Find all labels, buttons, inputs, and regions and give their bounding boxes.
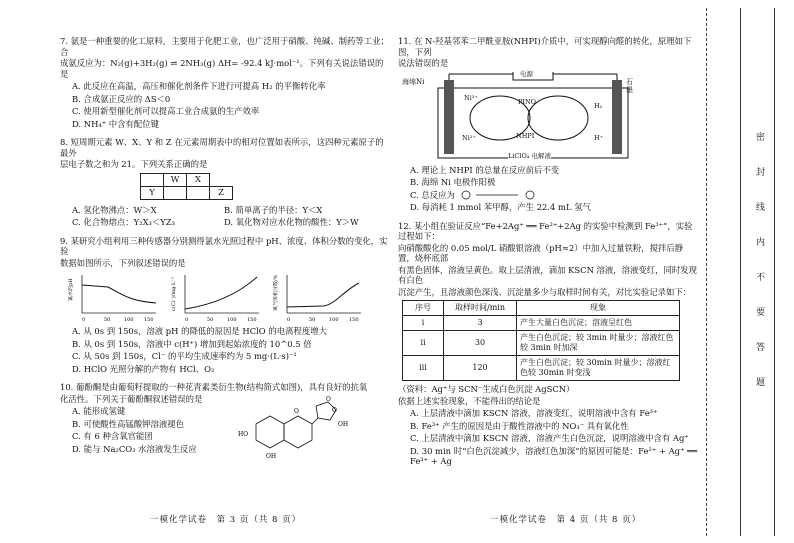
- electrolysis-diagram: [402, 69, 638, 162]
- grid-cell: W: [164, 173, 187, 186]
- svg-text:0: 0: [184, 317, 188, 323]
- grid-cell: Z: [210, 186, 233, 199]
- svg-text:OH: OH: [338, 421, 349, 428]
- grid-cell: [164, 186, 187, 199]
- ph-ylabel: 氯水的pH: [68, 278, 74, 301]
- grid-cell: Y: [141, 186, 164, 199]
- q11-option-b: B. 海绵 Ni 电极作阳极: [410, 177, 496, 187]
- q10-option-a: A. 能形成氢键: [72, 406, 126, 416]
- q10-option-c: C. 有 6 种含氧官能团: [72, 431, 153, 441]
- oxygen-graph: [273, 271, 365, 323]
- svg-text:150: 150: [144, 317, 154, 323]
- table-row: ⅱ 30 产生白色沉淀；较 3min 时量少；溶液红色较 3min 时加深: [403, 331, 680, 356]
- q11-stem-line2: 说法错误的是: [398, 58, 449, 68]
- q8-stem-line1: 8. 短周期元素 W、X、Y 和 Z 在元素周期表中的相对位置如表所示，这四种元素原子的最外: [60, 137, 384, 158]
- table-header: 序号: [403, 301, 444, 316]
- q8-stem-line2: 层电子数之和为 21。下列关系正确的是: [60, 159, 208, 169]
- svg-text:100: 100: [226, 317, 237, 323]
- hplus-label: H⁺: [594, 133, 604, 142]
- grid-cell: X: [187, 173, 210, 186]
- chloride-graph: [171, 271, 263, 323]
- q12-stem-line1: 12. 某小组在验证反应“Fe+2Ag⁺ ══ Fe²⁺+2Ag 的实验中检测到 Fe³⁺”，实验过程如下：: [398, 220, 693, 241]
- q7-stem-line1: 7. 氨是一种重要的化工原料，主要用于化肥工业，也广泛用于硝酸、纯碱、制药等工业；合: [60, 36, 389, 57]
- q12-note: （资料：Ag⁺与 SCN⁻生成白色沉淀 AgSCN）: [398, 384, 575, 394]
- svg-text:50: 50: [309, 317, 316, 323]
- q11-stem-line1: 11. 在 N-羟基邻苯二甲酰亚胺(NHPI)介质中，可实现醇向醛的转化，原理如下图，下列: [398, 36, 692, 57]
- q12-option-d: D. 30 min 时“白色沉淀减少，溶液红色加深”的原因可能是：Fe²⁺ + Ag⁺ ══ Fe³⁺ + Ag: [410, 445, 698, 466]
- grid-cell: [210, 173, 233, 186]
- chloride-ylabel: c(Cl⁻)/mg·L⁻¹: [170, 277, 177, 311]
- q11-option-c-text: C. 总反应为: [410, 189, 455, 200]
- q9-option-c: C. 从 50s 到 150s，Cl⁻ 的平均生成速率约为 5 mg·(L·s)⁻¹: [72, 351, 297, 361]
- table-header: 取样时间/min: [444, 301, 517, 316]
- seal-char: 内: [756, 238, 766, 248]
- q8-option-b: B. 简单离子的半径：Y＜X: [224, 204, 323, 215]
- left-electrode-label: 海绵Ni: [402, 77, 425, 86]
- experiment-table: [402, 300, 680, 381]
- svg-text:100: 100: [124, 317, 134, 323]
- q12-stem-line3: 有黑色固体，溶液呈黄色。取上层清液，滴加 KSCN 溶液，溶液变红，同时发现有白色: [398, 264, 698, 285]
- table-row: ⅰ 3 产生大量白色沉淀；溶液呈红色: [403, 316, 680, 331]
- q10-stem-line1: 10. 葡酚酮是由葡萄籽提取的一种花青素类衍生物(结构简式如图)，具有良好的抗氧: [60, 382, 368, 392]
- q9-stem-line1: 9. 某研究小组利用三种传感器分别测得氯水光照过程中 pH、浓度、体积分数的变化，实验: [60, 235, 388, 256]
- ni3-label: Ni³⁺: [464, 93, 478, 102]
- h2-label: H₂: [594, 101, 603, 110]
- q8-option-a: A. 氢化物沸点：W＞X: [72, 204, 157, 215]
- q7-option-d: D. NH₄⁺ 中含有配位键: [72, 118, 160, 129]
- q8-option-c: C. 化合物熔点：Y₂X₃＜YZ₃: [72, 217, 175, 227]
- electrolyte-label: LiClO₄ 电解液: [508, 151, 551, 160]
- svg-text:150: 150: [349, 317, 359, 323]
- right-electrode-label: 石墨: [626, 77, 633, 95]
- svg-text:50: 50: [206, 317, 214, 323]
- seal-char: 要: [756, 308, 766, 318]
- seal-char: 线: [756, 203, 766, 213]
- q7-option-b: B. 合成氨正反应的 ΔS＜0: [72, 93, 171, 104]
- q10-stem-line2: 化活性。下列关于葡酚酮叙述错误的是: [60, 393, 203, 404]
- grid-cell: [187, 186, 210, 199]
- q12-option-c: C. 上层清液中滴加 KSCN 溶液，溶液产生白色沉淀，说明溶液中含有 Ag⁺: [410, 433, 689, 443]
- q7-option-c: C. 使用新型催化剂可以提高工业合成氨的生产效率: [72, 106, 260, 116]
- q7-stem-line2: 成氨反应为：N₂(g)+3H₂(g) ⇌ 2NH₃(g) ΔH= -92.4 kJ·mol⁻¹。下列有关说法错误的是: [60, 58, 384, 79]
- seal-char: 题: [756, 378, 766, 388]
- q9-stem-line2: 数据如图所示，下列叙述错误的是: [60, 257, 186, 268]
- table-row: ⅲ 120 产生白色沉淀；较 30min 时量少；溶液红色较 30min 时变浅: [403, 356, 680, 381]
- q12-option-a: A. 上层清液中滴加 KSCN 溶液，溶液变红，说明溶液中含有 Fe³⁺: [410, 408, 658, 418]
- pino-label: PINO: [518, 97, 536, 106]
- total-reaction-diagram: [458, 190, 568, 200]
- oxygen-ylabel: 氧气体积分数/%: [273, 274, 280, 311]
- seal-char: 封: [756, 168, 766, 178]
- q8-option-d: D. 氧化物对应水化物的酸性：Y＞W: [224, 217, 359, 227]
- svg-text:50: 50: [104, 317, 111, 323]
- seal-char: 不: [756, 273, 766, 283]
- q12-option-b: B. Fe³⁺ 产生的原因是由于酸性溶液中的 NO₃⁻ 具有氧化性: [410, 420, 629, 431]
- ni2-label: Ni²⁺: [462, 133, 476, 142]
- table-header: 现象: [517, 301, 680, 316]
- left-column: [60, 36, 390, 460]
- svg-text:O: O: [332, 407, 337, 414]
- q9-graphs: [68, 271, 390, 323]
- svg-text:150: 150: [246, 317, 257, 323]
- q11-option-a: A. 理论上 NHPI 的总量在反应前后不变: [410, 164, 560, 175]
- q12-lead: 依据上述实验现象，不能得出的结论是: [398, 395, 541, 406]
- right-column: [398, 36, 698, 467]
- nhpi-label: NHPI: [516, 131, 535, 140]
- svg-text:0: 0: [82, 317, 86, 323]
- structure-diagram: [236, 396, 356, 466]
- footer-page3: 一模化学试卷 第 3 页（共 8 页）: [150, 515, 302, 525]
- q7-option-a: A. 此反应在高温，高压和催化剂条件下进行可提高 H₂ 的平衡转化率: [72, 81, 326, 91]
- seal-sidebar: [706, 8, 789, 536]
- grid-cell: [141, 173, 164, 186]
- q12-stem-line2: 向硝酸酸化的 0.05 mol/L 硝酸银溶液（pH≈2）中加入过量铁粉，搅拌后静置，烧杯底部: [398, 242, 684, 263]
- seal-char: 答: [756, 343, 766, 353]
- svg-text:HO: HO: [238, 431, 249, 438]
- q12-stem-line4: 沉淀产生，且溶液颜色深浅、沉淀量多少与取样时间有关，对比实验记录如下：: [398, 286, 692, 297]
- q11-option-c: [410, 190, 698, 201]
- power-label: 电源: [520, 69, 533, 78]
- ph-graph: [68, 271, 160, 323]
- q10-option-d: D. 能与 Na₂CO₃ 水溶液发生反应: [72, 443, 197, 454]
- q9-option-d: D. HClO 光照分解的产物有 HCl、O₂: [72, 363, 215, 374]
- q10-option-b: B. 可使酸性高锰酸钾溶液褪色: [72, 418, 184, 429]
- svg-text:O: O: [326, 396, 331, 403]
- footer-page4: 一模化学试卷 第 4 页（共 8 页）: [490, 515, 642, 525]
- periodic-table-fragment: [140, 173, 233, 200]
- seal-char: 密: [756, 133, 766, 143]
- q11-option-d: D. 每消耗 1 mmol 苯甲醇，产生 22.4 mL 氢气: [410, 202, 591, 212]
- svg-text:0: 0: [287, 317, 291, 323]
- svg-text:O: O: [294, 408, 299, 415]
- q9-option-a: A. 从 0s 到 150s，溶液 pH 的降低的原因是 HClO 的电离程度增大: [72, 326, 327, 336]
- q9-option-b: B. 从 0s 到 150s，溶液中 c(H⁺) 增加到起始浓度的 10^0.5 倍: [72, 338, 312, 349]
- svg-text:OH: OH: [266, 453, 277, 460]
- svg-text:100: 100: [329, 317, 339, 323]
